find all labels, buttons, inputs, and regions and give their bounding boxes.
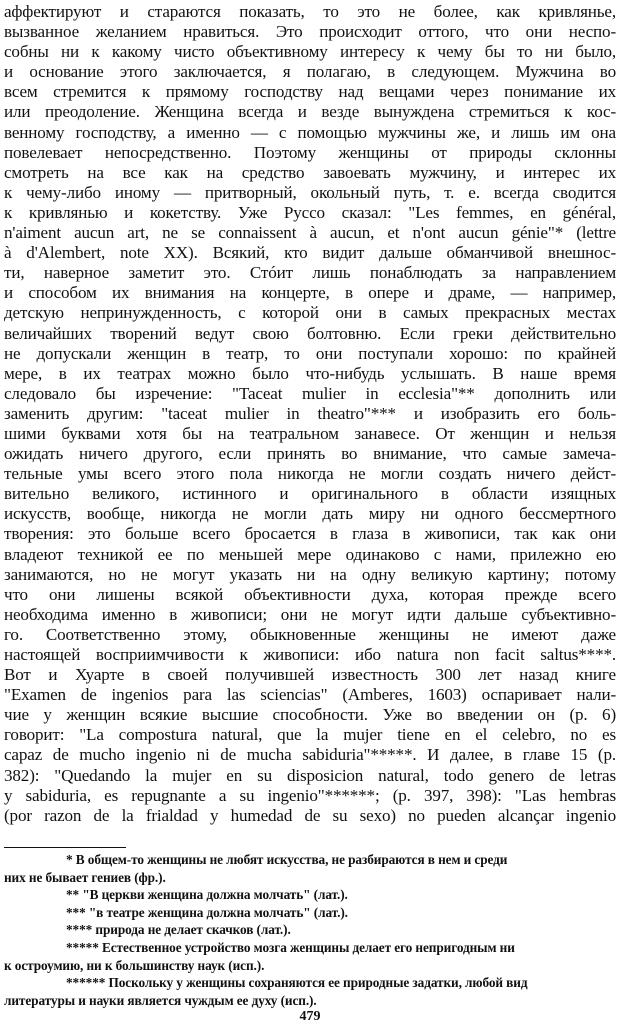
footnote-line: *** "в театре женщина должна молчать" (лат.). [66, 904, 348, 920]
text-line: 382): "Quedando la mujer en su disposicion natural, todo genero de letras [4, 765, 616, 785]
text-line: ти, наверное заметит это. Стóит лишь понаблюдать за направлением [4, 263, 616, 283]
text-line: говорит: "La compostura natural, que la mujer tiene en el celebro, no es [4, 725, 616, 745]
text-line: и способом их внимания на концерте, в опере и драме, — например, [4, 283, 616, 303]
text-line: заменить другим: "taceat mulier in theatro"*** и изобразить его боль- [4, 403, 616, 423]
text-line: ожидать ничего другого, если принять во внимание, что самые замеча- [4, 444, 616, 464]
text-line: "Examen de ingenios para las sciencias" (Amberes, 1603) оспаривает нали- [4, 685, 616, 705]
text-line: и основание этого заключается, я полагаю, в следующем. Мужчина во [4, 62, 616, 82]
text-line: го. Соответственно этому, обыкновенные женщины не имеют даже [4, 624, 616, 644]
page-number: 479 [299, 1009, 321, 1024]
footnote-line: **** природа не делает скачков (лат.). [66, 922, 291, 938]
footnote-line: ** "В церкви женщина должна молчать" (лат.). [66, 887, 348, 903]
text-line: или преодоление. Женщина всегда и везде вынуждена стремиться к кос- [4, 102, 616, 122]
text-line: владеют техникой ее по меньшей мере одинаково с нами, прилежно ею [4, 544, 616, 564]
text-line: творения: это больше всего бросается в глаза в живописи, так как они [4, 524, 616, 544]
text-line: к кривлянью и кокетству. Уже Руссо сказал: "Les femmes, en général, [4, 202, 616, 222]
text-line: детскую непринужденность, с которой они в самых прекрасных местах [4, 303, 616, 323]
footnote-line: них не бывает гениев (фр.). [4, 869, 166, 885]
text-line: величайших творений ведут свою болтовню. Если греки действительно [4, 323, 616, 343]
book-page [4, 2, 616, 826]
text-line: что они лишены всякой объективности духа, которая прежде всего [4, 584, 616, 604]
body-text [4, 2, 616, 826]
text-line: искусств, вообще, никогда не могли дать миру ни одного бессмертного [4, 504, 616, 524]
text-line: y sabiduria, es repugnante a su ingenio"******; (p. 397, 398): "Las hembras [4, 785, 616, 805]
text-line: à d'Alembert, note XX). Всякий, кто видит дальше обманчивой внешнос- [4, 243, 616, 263]
footnote-divider [4, 847, 126, 848]
text-line: (por razon de la frialdad y humedad de su sexo) no pueden alcançar ingenio [4, 805, 616, 825]
text-line: необходима именно в живописи; они не могут идти дальше субъективно- [4, 604, 616, 624]
text-line: венному господству, а именно — с помощью мужчины же, и лишь им она [4, 122, 616, 142]
footnote-line: к остроумию, ни к большинству наук (исп.). [4, 957, 265, 973]
text-line: n'aiment aucun art, ne se connaissent à aucun, et n'ont aucun génie"* (lettre [4, 223, 616, 243]
text-line: всем стремится к прямому господству над вещами через понимание их [4, 82, 616, 102]
footnote-line: ****** Поскольку у женщины сохраняются ее природные задатки, любой вид [66, 975, 528, 991]
text-line: мере, в их театрах можно было что-нибудь услышать. В наше время [4, 363, 616, 383]
text-line: смотреть на все как на средство завоевать мужчину, и интерес их [4, 162, 616, 182]
text-line: следовало бы изречение: "Taceat mulier in ecclesia"** дополнить или [4, 383, 616, 403]
text-line: занимаются, но не могут указать ни на одну великую картину; потому [4, 564, 616, 584]
text-line: Вот и Хуарте в своей получившей известность 300 лет назад книге [4, 665, 616, 685]
footnote-line: литературы и науки является чуждым ее духу (исп.). [4, 992, 317, 1008]
text-line: аффектируют и стараются показать, то это не более, как кривлянье, [4, 2, 616, 21]
text-line: шими буквами хотя бы на театральном занавесе. От женщин и нельзя [4, 423, 616, 443]
text-line: повелевает непосредственно. Поэтому женщины от природы склонны [4, 142, 616, 162]
text-line: не допускали женщин в театр, то они поступали хорошо: по крайней [4, 343, 616, 363]
footnote-line: * В общем-то женщины не любят искусства, не разбираются в нем и среди [66, 852, 508, 867]
footnotes [4, 851, 616, 1009]
text-line: настоящей восприимчивости к живописи: ибо natura non facit saltus****. [4, 645, 616, 664]
text-line: capaz de mucho ingenio ni de mucha sabiduria"*****. И далее, в главе 15 (p. [4, 745, 616, 765]
text-line: тельные умы всего этого пола никогда не могли создать ничего дейст- [4, 464, 616, 484]
text-line: собны ни к какому чисто объективному интересу к чему бы то ни было, [4, 42, 616, 62]
text-line: к чему-либо иному — притворный, окольный путь, т. е. всегда сводится [4, 182, 616, 202]
footnote-line: ***** Естественное устройство мозга женщины делает его непригодным ни [66, 939, 515, 955]
text-line: вызванное желанием нравиться. Это происходит оттого, что они неспо- [4, 22, 616, 42]
text-line: вительно великого, истинного и оригинального в области изящных [4, 484, 616, 504]
text-line: чие у женщин всякие высшие способности. Уже во введении он (p. 6) [4, 705, 616, 725]
